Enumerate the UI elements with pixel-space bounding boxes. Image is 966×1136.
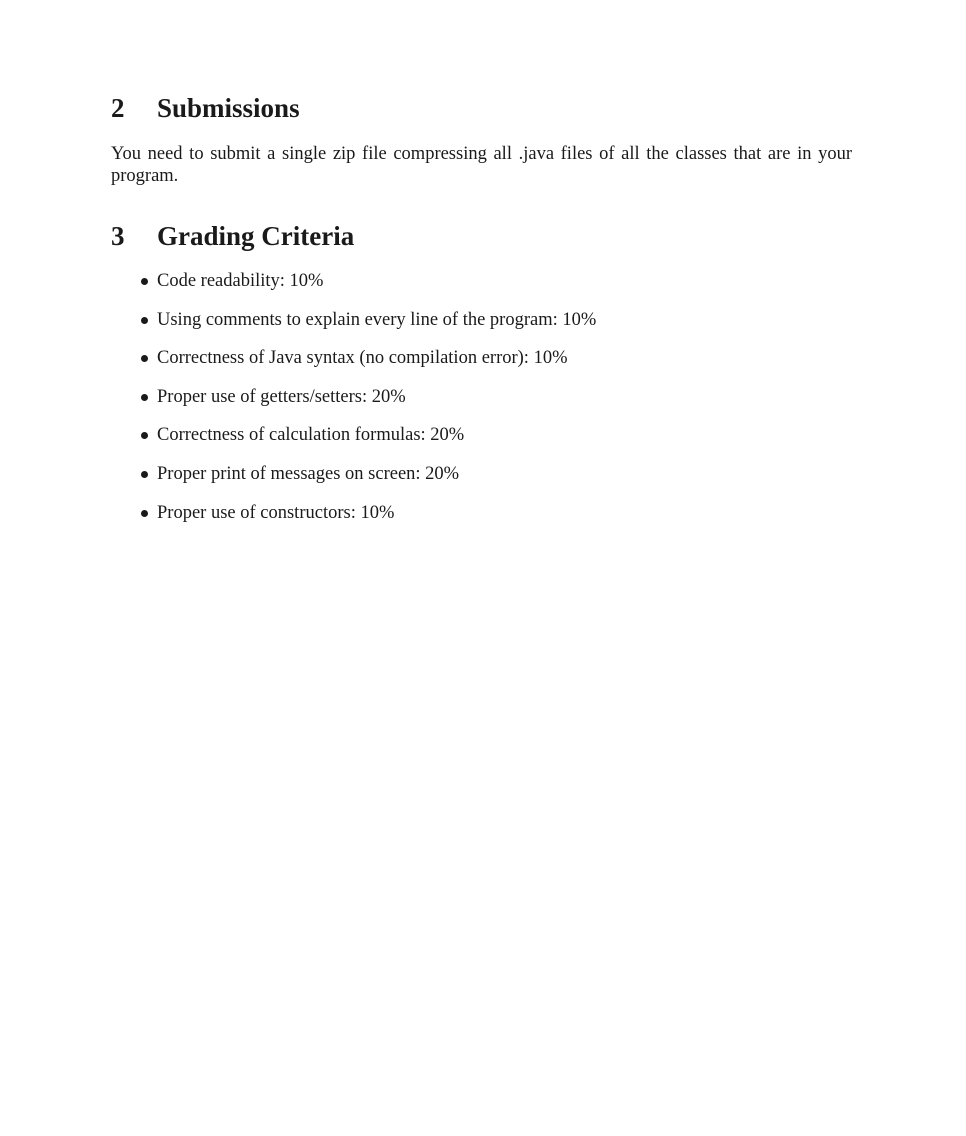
list-item [111,422,596,461]
bullet-icon [141,317,148,324]
list-item [111,384,596,423]
list-item [111,500,596,539]
list-item-text: Proper use of constructors: 10% [157,502,395,523]
bullet-icon [141,510,148,517]
list-item [111,307,596,346]
bullet-icon [141,471,148,478]
list-item-text: Proper use of getters/setters: 20% [157,386,406,407]
bullet-icon [141,278,148,285]
bullet-icon [141,394,148,401]
submissions-paragraph: You need to submit a single zip file compressing all .java files of all the classes that are in your program. [111,144,852,186]
list-item-text: Correctness of calculation formulas: 20% [157,425,465,446]
section-heading-submissions [111,92,300,124]
section-title: Grading Criteria [157,221,355,251]
bullet-icon [141,432,148,439]
grading-criteria-list [111,268,596,538]
list-item-text: Using comments to explain every line of the program: 10% [157,309,597,330]
list-item [111,461,596,500]
list-item [111,268,596,307]
list-item [111,345,596,384]
list-item-text: Correctness of Java syntax (no compilation error): 10% [157,348,568,369]
section-heading-grading-criteria [111,220,354,252]
section-number: 2 [111,93,125,123]
bullet-icon [141,355,148,362]
list-item-text: Code readability: 10% [157,271,324,291]
section-number: 3 [111,221,125,251]
section-title: Submissions [157,93,300,123]
list-item-text: Proper print of messages on screen: 20% [157,463,460,484]
